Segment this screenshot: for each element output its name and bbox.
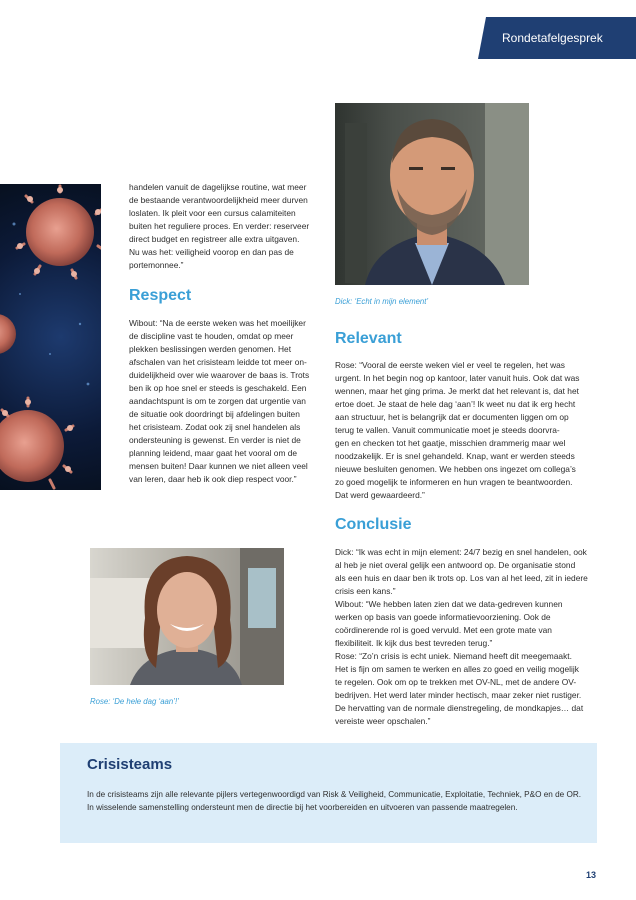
left-intro-text: handelen vanuit de dagelijkse routine, wat meer de bestaande verantwoordelijkheid meer durven loslaten. Ik pleit voor een cursus calamiteiten buiten het reguliere proces. En verder: reserveer direct budget en registreer alle extra uitgaven. Nu was het: veiligheid voorop en dan pas de portemonnee.” <box>129 182 310 270</box>
dick-caption: Dick: ‘Echt in mijn element’ <box>335 297 429 306</box>
rose-photo <box>90 548 284 685</box>
dick-photo <box>335 103 529 285</box>
respect-heading: Respect <box>129 287 192 304</box>
relevant-heading: Relevant <box>335 330 402 347</box>
conclusie-heading: Conclusie <box>335 516 412 533</box>
crisisteams-box <box>60 743 597 843</box>
conclusie-text: Dick: “Ik was echt in mijn element: 24/7 bezig en snel handelen, ook al heb je niet overal gelijk een antwoord op. De organisatie stond als een huis en daar ben ik trots op. Los van al het leed, zit in iedere crisis een kans.” Wibout: “We hebben laten zien dat we data-gedreven kunnen werken op basis van goede informatievoorziening. Ook de coördinerende rol is goed vervuld. Met een grote mate van flexibiliteit. Ik kijk dus best tevreden terug.” Rose: “Zo’n crisis is echt uniek. Niemand heeft dit meegemaakt. Het is fijn om samen te werken en alles zo goed en veilig mogelijk te regelen. Ook om op te trekken met OV-NL, met de andere OV- bedrijven. Het werd later minder hectisch, maar zeker niet rustiger. De hervatting van de normale dienstregeling, de mondkapjes… dat vereiste weer opschalen.” <box>335 547 588 726</box>
crisisteams-title: Crisisteams <box>87 756 173 773</box>
respect-text: Wibout: “Na de eerste weken was het moeilijker de discipline vast te houden, omdat op meer plekken beslissingen werden genomen. Het afschalen van het crisisteam leidde tot meer on- duidelijkheid over wie waarover de baas is. Trots ben ik op hoe snel er steeds is geschakeld. Een aandachtspunt is om te zorgen dat urgentie van de situatie ook doordringt bij afdelingen buiten het crisisteam. Zodat ook zij snel handelen als ondersteuning is gewenst. En verder is niet de planning leidend, maar gaat het vooral om de mensen buiten! Daar kunnen we niet alleen veel van leren, daar heb ik ook diep respect voor.” <box>129 318 310 484</box>
virus-image <box>0 184 101 490</box>
crisisteams-text: In de crisisteams zijn alle relevante pijlers vertegenwoordigd van Risk & Veiligheid, Communicatie, Exploitatie, Techniek, P&O en de OR. In wisselende samenstelling ondersteunt men de directie bij het voorbereiden en uitvoeren van passende maatregelen. <box>87 790 582 812</box>
rose-caption: Rose: ‘De hele dag ‘aan’!’ <box>90 697 179 706</box>
relevant-text: Rose: “Vooral de eerste weken viel er veel te regelen, het was urgent. In het begin nog op kantoor, later vanuit huis. Ook dat was wennen, maar het ging prima. Je merkt dat het relevant is, dat het ertoe doet. Je staat de hele dag ‘aan’! Ik weet nu dat ik erg hecht aan structuur, het is belangrijk dat er documenten liggen om op terug te vallen. Vanuit communicatie moet je steeds doorvra- gen en checken tot het gaatje, misschien drammerig maar wel noodzakelijk. Er is snel gehandeld. Knap, want er werden steeds nieuwe besluiten genomen. We hebben ons ingezet om collega’s zo goed mogelijk te informeren en hun vragen te beantwoorden. Dat werd gewaardeerd.” <box>335 360 580 500</box>
section-tag: Rondetafelgesprek <box>486 17 636 59</box>
page-number: 13 <box>586 870 597 880</box>
